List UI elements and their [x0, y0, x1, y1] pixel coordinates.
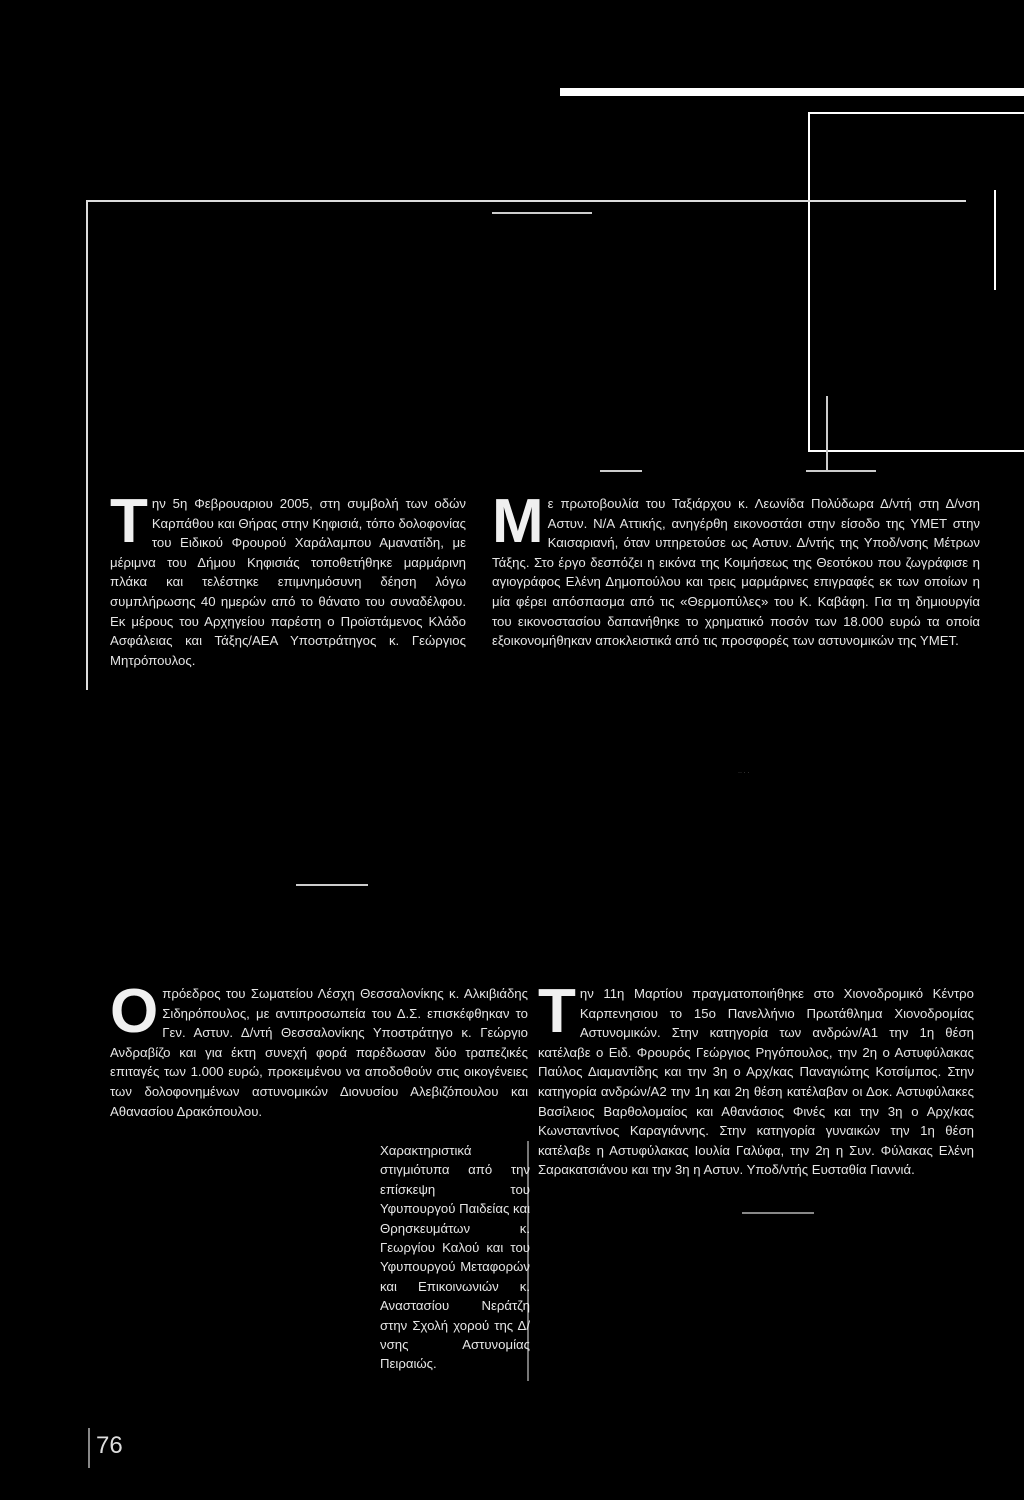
- article-thessaloniki-club: [110, 977, 528, 1121]
- article-ymet-shrine: [492, 487, 980, 651]
- page-number: 76: [96, 1432, 123, 1459]
- dropcap: Τ: [110, 487, 148, 556]
- dropcap: Μ: [492, 487, 544, 556]
- dropcap: Ο: [110, 977, 159, 1046]
- top-right-frame: [808, 112, 1024, 452]
- photo-frame-top-line: [86, 200, 966, 202]
- article-text: ην 11η Μαρτίου πραγματοποιήθηκε στο Χιονοδρομικό Κέντρο Καρπενησιου το 15ο Πανελλήνιο Πρωτάθλημα Χιονοδρομίας Αστυνομικών. Στην κατηγορία των ανδρών/Α1 την 1η θέση κατέλαβε ο Ειδ. Φρουρός Γεώργιος Ρηγόπουλος, την 2η ο Αστυφύλακας Παύλος Διαμαντίδης και την 3η ο Αρχ/κας Παναγιώτης Κοτσίμπος. Στην κατηγορία ανδρών/Α2 την 1η και 2η θέση κατέλαβαν οι Δοκ. Αστυφύλακες Βασίλειος Βαρθολομαίος και Αθανάσιος Φινές και την 3η ο Αρχ/κας Κωνσταντίνος Καραγιάννης. Στην κατηγορία γυναικών την 1η θέση κατέλαβε η Αστυφύλακας Ιουλία Γαλύφα, την 2η η Συν. Φύλακας Ελένη Σαρακατσιάνου και την 3η η Αστυν. Υποδ/ντής Ευσταθία Γιαννιά.: [538, 986, 974, 1178]
- article-kifisia-memorial: [110, 487, 466, 670]
- page-number-rule: [88, 1428, 90, 1468]
- divider-line: [600, 470, 642, 472]
- divider-line: [806, 470, 876, 472]
- article-ski-championship: [538, 977, 974, 1180]
- divider-line: [296, 884, 368, 886]
- divider-line: [742, 1212, 814, 1214]
- top-right-frame-notch: [994, 190, 1004, 290]
- article-text: ε πρωτοβουλία του Ταξιάρχου κ. Λεωνίδα Πολύδωρα Δ/ντή στη Δ/νση Αστυν. Ν/Α Αττικής, ανηγέρθη εικονοστάσι στην είσοδο της ΥΜΕΤ στην Καισαριανή, όταν υπηρετούσε ως Αστυν. Δ/ντής της Υποδ/νσης Μέτρων Τάξης. Στο έργο δεσπόζει η εικόνα της Κοιμήσεως της Θεοτόκου που ζωγράφισε η αγιογράφος Ελένη Δημοπούλου και τρεις μαρμάρινες επιγραφές εκ των οποίων η μία φέρει απόσπασμα από τις «Θερμοπύλες» του Κ. Καβάφη. Για τη δημιουργία του εικονοστασίου δαπανήθηκε το χρηματικό ποσόν των 18.000 ευρώ τα οποία εξοικονομήθηκαν αποκλειστικά από τις προσφορές των αστυνομικών της ΥΜΕΤ.: [492, 496, 980, 649]
- article-text: πρόεδρος του Σωματείου Λέσχη Θεσσαλονίκης κ. Αλκιβιάδης Σιδηρόπουλος, με αντιπροσωπεία του Δ.Σ. επισκέφθηκαν το Γεν. Αστυν. Δ/ντή Θεσσαλονίκης Υποστράτηγο κ. Γεώργιο Ανδραβίζο και για έκτη συνεχή φορά παρέδωσαν δύο τραπεζικές επιταγές των 1.000 ευρώ, προκειμένου να αποδοθούν στις οικογένειες των δολοφονημένων αστυνομικών Διονυσίου Αλεβιζόπουλου και Αθανασίου Δρακόπουλου.: [110, 986, 528, 1119]
- top-bar-decoration: [560, 88, 1024, 96]
- divider-line: [492, 212, 592, 214]
- scan-speck: ·· · ·: [738, 770, 750, 776]
- article-text: ην 5η Φεβρουαριου 2005, στη συμβολή των οδών Καρπάθου και Θήρας στην Κηφισιά, τόπο δολοφονίας του Ειδικού Φρουρού Χαράλαμπου Αμανατίδη, με μέριμνα του Δήμου Κηφισιάς τοποθετήθηκε μαρμάρινη πλάκα και τελέστηκε επιμνημόσυνη δέηση λόγω συμπλήρωσης 40 ημερών από το θάνατο του συναδέλφου. Εκ μέρους του Αρχηγείου παρέστη ο Προϊστάμενος Κλάδο Ασφάλειας και Τάξης/ΑΕΑ Υποστράτηγος κ. Γεώργιος Μητρόπουλος.: [110, 496, 466, 668]
- photo-frame-left-line: [86, 200, 88, 690]
- dropcap: Τ: [538, 977, 576, 1046]
- vertical-divider: [826, 396, 828, 470]
- photo-caption: Χαρακτηριστικά στιγμιότυπα από την επίσκεψη του Υφυπουργού Παιδείας και Θρησκευμάτων κ. Γεωργίου Καλού και του Υφυπουργού Μεταφορών και Επικοινωνιών κ. Αναστασίου Νεράτζη στην Σχολή χορού της Δ/νσης Αστυνομίας Πειραιώς.: [380, 1143, 530, 1372]
